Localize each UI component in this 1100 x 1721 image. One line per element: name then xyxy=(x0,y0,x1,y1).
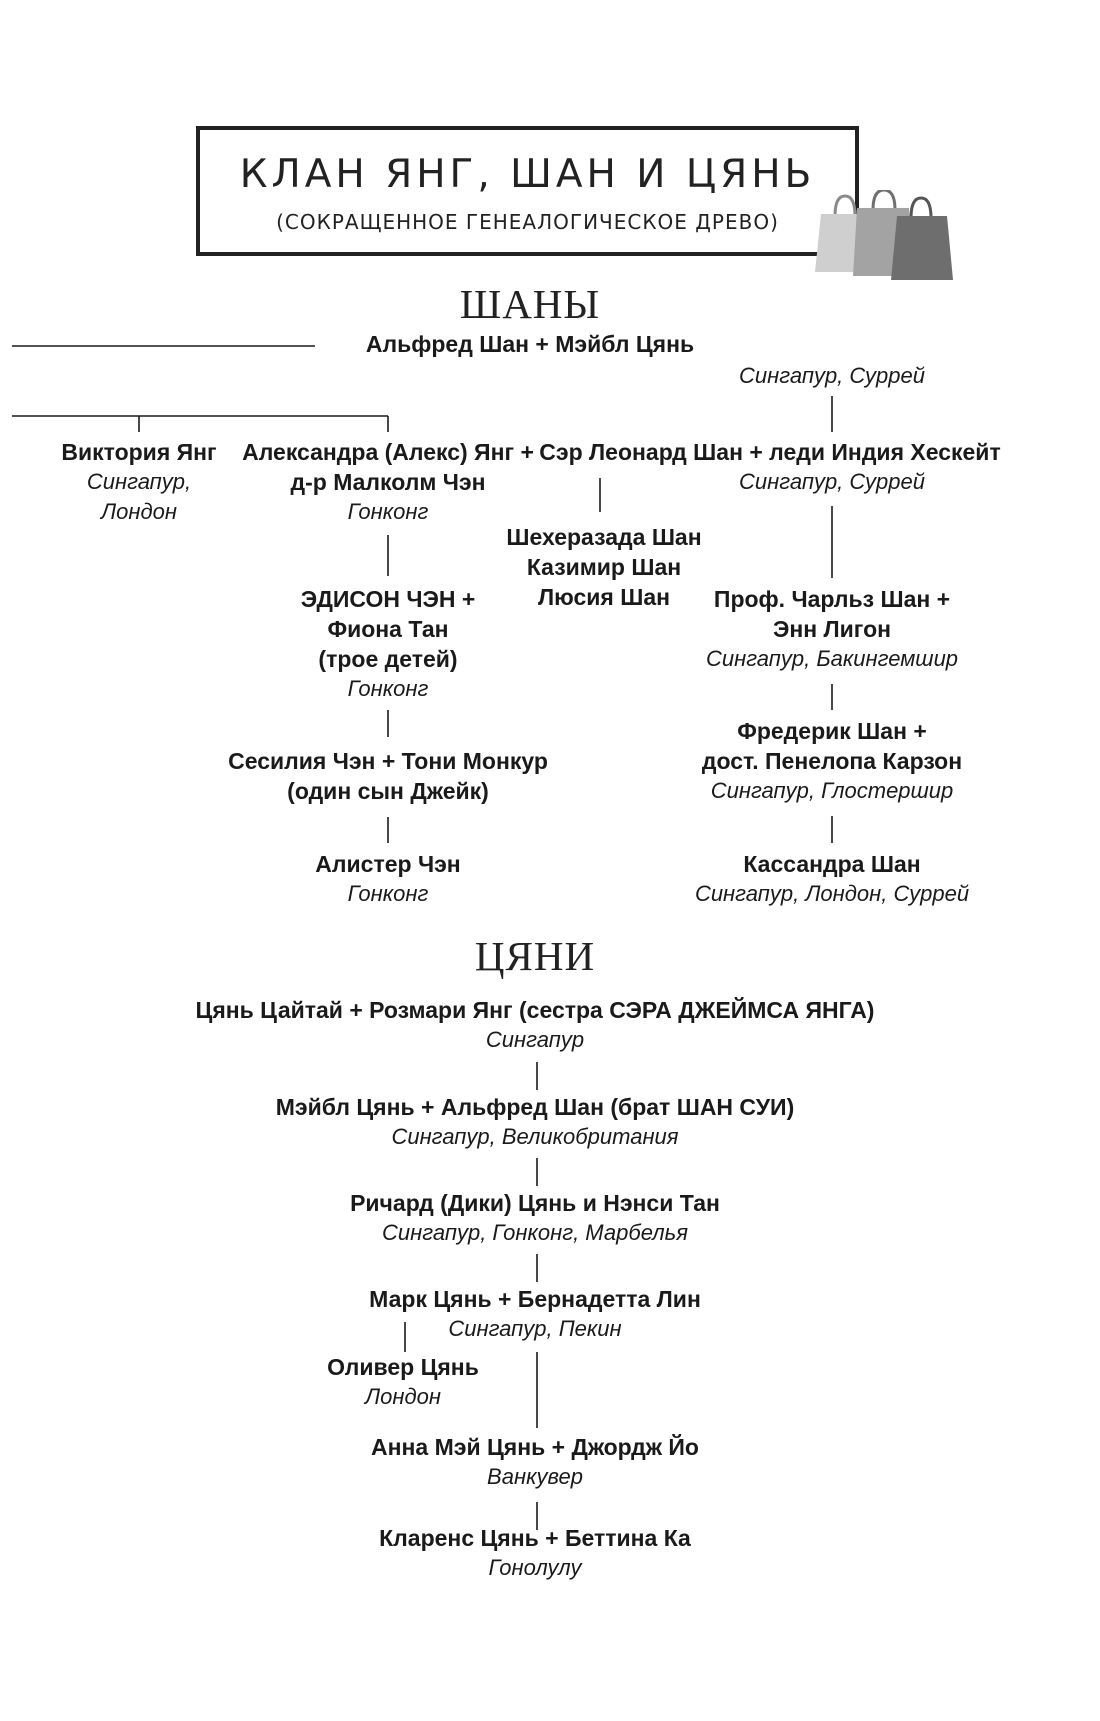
place: Гонконг xyxy=(347,676,429,701)
couple-names: Ричард (Дики) Цянь и Нэнси Тан xyxy=(350,1190,720,1216)
eddie-cheng xyxy=(301,584,476,704)
cassandra-shang xyxy=(695,849,969,909)
place: Сингапур, Суррей xyxy=(739,363,925,388)
couple-names: Марк Цянь + Бернадетта Лин xyxy=(369,1286,701,1312)
place: Лондон xyxy=(101,499,177,524)
place: Гонолулу xyxy=(488,1555,582,1580)
place: Гонконг xyxy=(347,881,429,906)
charles-shang xyxy=(706,584,958,674)
clarence-tsien xyxy=(379,1523,691,1583)
children-note: (один сын Джейк) xyxy=(287,778,489,804)
place: Ванкувер xyxy=(487,1464,583,1489)
place: Сингапур, Бакингемшир xyxy=(705,646,959,671)
shan-root-place xyxy=(739,361,925,391)
place: Лондон xyxy=(365,1384,441,1409)
spouse-name: д-р Малколм Чэн xyxy=(290,469,486,495)
shan-root-couple xyxy=(366,329,694,359)
tsien-root-couple xyxy=(196,995,875,1055)
person-name: Александра (Алекс) Янг + xyxy=(242,439,534,465)
place: Сингапур, Лондон, Суррей xyxy=(694,881,970,906)
person-name: Алистер Чэн xyxy=(315,851,461,877)
spouse-name: Энн Лигон xyxy=(772,616,892,642)
page-title: КЛАН ЯНГ, ШАН И ЦЯНЬ xyxy=(239,152,816,197)
leonard-shang xyxy=(539,437,1000,467)
leonard-place xyxy=(739,467,925,497)
couple-names: Сэр Леонард Шан + леди Индия Хескейт xyxy=(539,439,1001,465)
place: Сингапур, Пекин xyxy=(448,1316,622,1341)
victoria-young xyxy=(61,437,216,527)
couple-names: Цянь Цайтай + Розмари Янг (сестра СЭРА ДЖЕЙМСА ЯНГА) xyxy=(195,997,875,1023)
person-name: Люсия Шан xyxy=(537,584,671,610)
couple-names: Сесилия Чэн + Тони Монкур xyxy=(228,748,548,774)
anna-may-tsien xyxy=(371,1432,699,1492)
couple-names: Альфред Шан + Мэйбл Цянь xyxy=(365,331,695,357)
mark-tsien xyxy=(369,1284,701,1344)
children-note: (трое детей) xyxy=(318,646,458,672)
spouse-name: Фиона Тан xyxy=(327,616,449,642)
shan-heading: ШАНЫ xyxy=(459,281,601,327)
alistair-cheng xyxy=(315,849,460,909)
person-name: ЭДИСОН ЧЭН + xyxy=(300,586,476,612)
person-name: Проф. Чарльз Шан + xyxy=(713,586,951,612)
place: Сингапур xyxy=(485,1027,585,1052)
place: Сингапур, Суррей xyxy=(739,469,925,494)
place: Сингапур, xyxy=(86,469,192,494)
person-name: Оливер Цянь xyxy=(327,1354,479,1380)
page-subtitle: (СОКРАЩЕННОЕ ГЕНЕАЛОГИЧЕСКОЕ ДРЕВО) xyxy=(276,210,779,234)
spouse-name: дост. Пенелопа Карзон xyxy=(701,748,963,774)
tsien-heading: ЦЯНИ xyxy=(474,933,596,979)
alexandra-young xyxy=(242,437,534,527)
person-name: Казимир Шан xyxy=(526,554,682,580)
place: Сингапур, Гонконг, Марбелья xyxy=(382,1220,688,1245)
richard-tsien xyxy=(350,1188,720,1248)
person-name: Шехеразада Шан xyxy=(506,524,702,550)
place: Сингапур, Великобритания xyxy=(391,1124,679,1149)
person-name: Фредерик Шан + xyxy=(737,718,927,744)
couple-names: Кларенс Цянь + Беттина Ка xyxy=(379,1525,691,1551)
shang-children xyxy=(506,522,701,612)
mabel-tsien xyxy=(276,1092,795,1152)
oliver-tsien xyxy=(327,1352,479,1412)
person-name: Кассандра Шан xyxy=(743,851,921,877)
person-name: Виктория Янг xyxy=(61,439,217,465)
couple-names: Анна Мэй Цянь + Джордж Йо xyxy=(371,1434,699,1460)
frederick-shang xyxy=(702,716,962,806)
place: Сингапур, Глостершир xyxy=(710,778,954,803)
place: Гонконг xyxy=(347,499,429,524)
couple-names: Мэйбл Цянь + Альфред Шан (брат ШАН СУИ) xyxy=(275,1094,795,1120)
cecilia-cheng xyxy=(228,746,548,806)
